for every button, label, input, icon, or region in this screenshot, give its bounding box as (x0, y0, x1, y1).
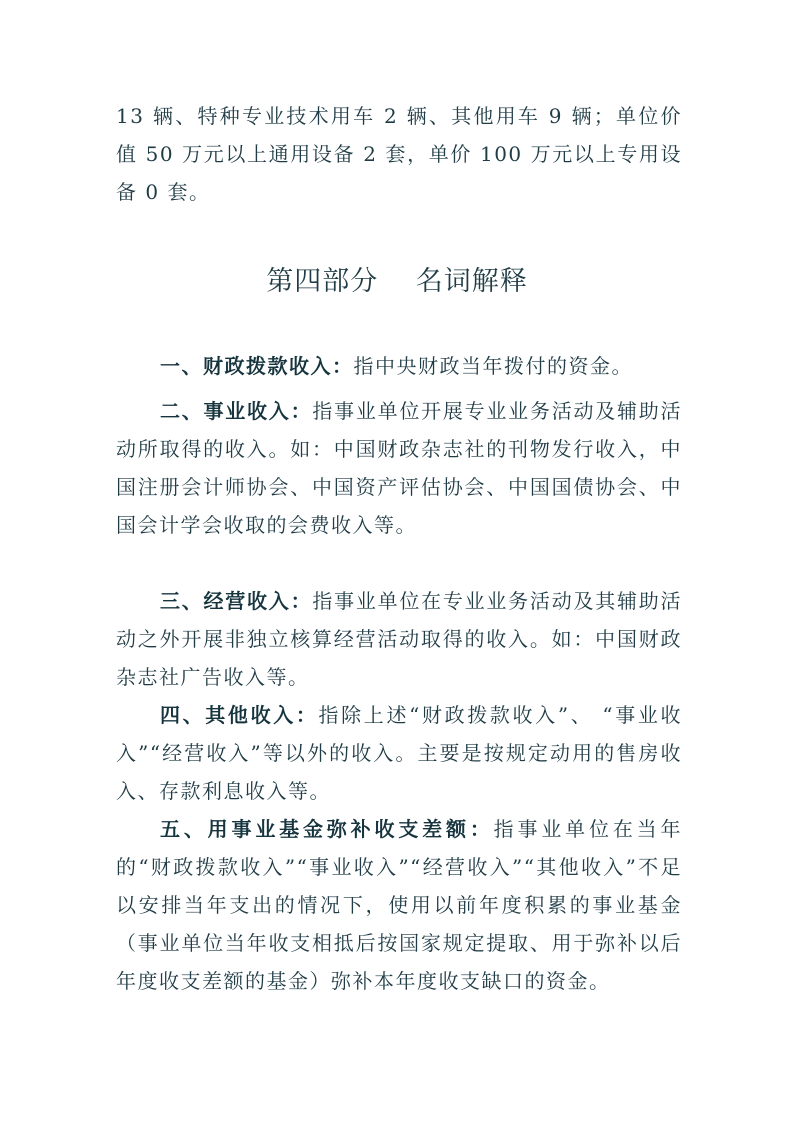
definition-text: 指中央财政当年拨付的资金。 (353, 354, 633, 378)
intro-paragraph (116, 97, 682, 211)
intro-text: 13 辆、特种专业技术用车 2 辆、其他用车 9 辆；单位价值 50 万元以上通用设备 2 套，单价 100 万元以上专用设备 0 套。 (116, 104, 682, 204)
definition-text: 指除上述“财政拨款收入”、 “事业收入”“经营收入”等以外的收入。主要是按规定动用的售房收入、存款利息收入等。 (116, 703, 683, 803)
definition-term: 三、经营收入： (160, 589, 313, 613)
definition-text: 指事业单位开展专业业务活动及辅助活动所取得的收入。如：中国财政杂志社的刊物发行收入，中国注册会计师协会、中国资产评估协会、中国国债协会、中国会计学会收取的会费收入等。 (116, 399, 683, 537)
definition-business-fund-offset (116, 810, 682, 1000)
definition-text: 指事业单位在专业业务活动及其辅助活动之外开展非独立核算经营活动取得的收入。如：中国财政杂志社广告收入等。 (116, 589, 683, 689)
definition-term: 五、用事业基金弥补收支差额： (160, 817, 494, 841)
definition-term: 四、其他收入： (160, 703, 319, 727)
definition-term: 一、财政拨款收入： (160, 354, 354, 378)
definition-other-income (116, 696, 682, 810)
definition-fiscal-appropriation (116, 347, 682, 385)
definition-term: 二、事业收入： (160, 399, 313, 423)
section-title: 第四部分 名词解释 (266, 266, 528, 297)
definition-operating-income (116, 582, 682, 696)
definition-business-income (116, 392, 682, 544)
definition-text: 指事业单位在当年的“财政拨款收入”“事业收入”“经营收入”“其他收入”不足以安排当年支出的情况下，使用以前年度积累的事业基金（事业单位当年收支相抵后按国家规定提取、用于弥补以后年度收支差额的基金）弥补本年度收支缺口的资金。 (116, 817, 683, 993)
